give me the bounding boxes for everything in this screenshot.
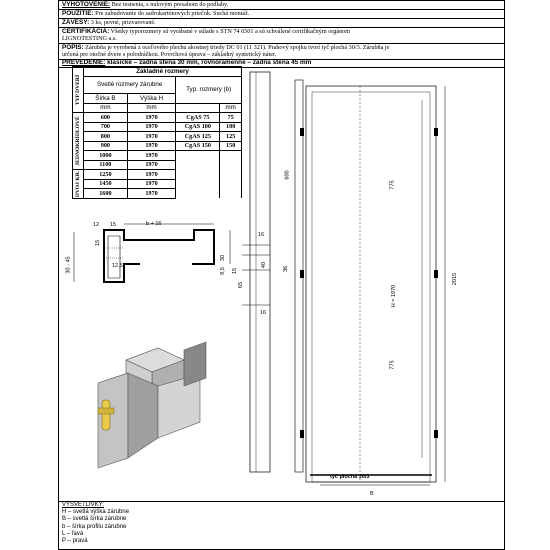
hinge-3d-drawing [88,338,228,473]
table-row: 900 1970 CgAS 150 150 [73,141,242,151]
spec-certification-org: LIGNOTESTING a.s. [62,35,117,42]
table-row: 700 1970 CgAS 100 100 [73,122,242,132]
legend-item: B – svetlá šírka zárubne [62,516,127,523]
spec-description: POPIS: Zárubňa je vyrobená z oceľového plechu akostnej triedy DC 01 (11 321). Prahový spojku tvorí tyč plochá 30/3. Zárubňa je [62,44,390,51]
table-row: 800 1970 CgAS 125 125 [73,132,242,142]
spec-description-2: určená pre otočné dvere s polodrážkou. Povrchová úprava – základný syntetický náter. [62,51,277,58]
legend [62,502,129,545]
profile-section-drawing [64,218,244,293]
legend-item: L – ľavá [62,530,84,537]
legend-title: VYSVETLIVKY: [62,502,105,508]
table-row: 1100 1970 [73,160,242,170]
door-elevation-drawing [240,70,505,502]
spec-finishing: VYHOTOVENIE: Bez tesnenia, s nulovým presahom do podlahy. [62,1,229,8]
spec-usage: POUŽITIE: Pre zabudovanie do sadrokartónových priečok. Suchá montáž. [62,10,250,17]
table-row: 1600 1970 [73,189,242,199]
dimensions-table: TYP DVERÍ Základné rozmery Svetlé rozmery zárubne Typ. rozmery (b) Šírka B Výška H mm mm mm JEDNOKRÍDLOVÉ 600 1970 CgAS 75 75 700 1970 CgAS 100 100 800 1970 CgAS 125 125 900 1970 CgAS 150 150 1000 1970 1100 1970 DVOJ KR. 1250 1970 1450 1970 1600 1970 [72,66,242,199]
table-row: 1000 1970 [73,151,242,161]
spec-hinges: ZÁVESY: 3 ks, pevné, prizvarované. [62,19,156,26]
legend-item: P – pravá [62,538,88,545]
legend-item: b – šírka profilu zárubne [62,523,127,530]
table-row: 1450 1970 [73,179,242,189]
spec-certification: CERTIFIKÁCIA: Všetky typorozmery sú vyrábané v súlade s STN 74 6501 a sú schválené certifikačným orgánom [62,28,351,35]
spec-execution: PREVEDENIE: klasické – zadná stena 30 mm, rovnoramenné – zadná stena 45 mm [62,59,312,66]
legend-item: H – svetlá výška zárubne [62,509,130,516]
table-row: DVOJ KR. 1250 1970 [73,170,242,180]
table-title: Základné rozmery [84,67,242,77]
table-row: JEDNOKRÍDLOVÉ 600 1970 CgAS 75 75 [73,113,242,123]
